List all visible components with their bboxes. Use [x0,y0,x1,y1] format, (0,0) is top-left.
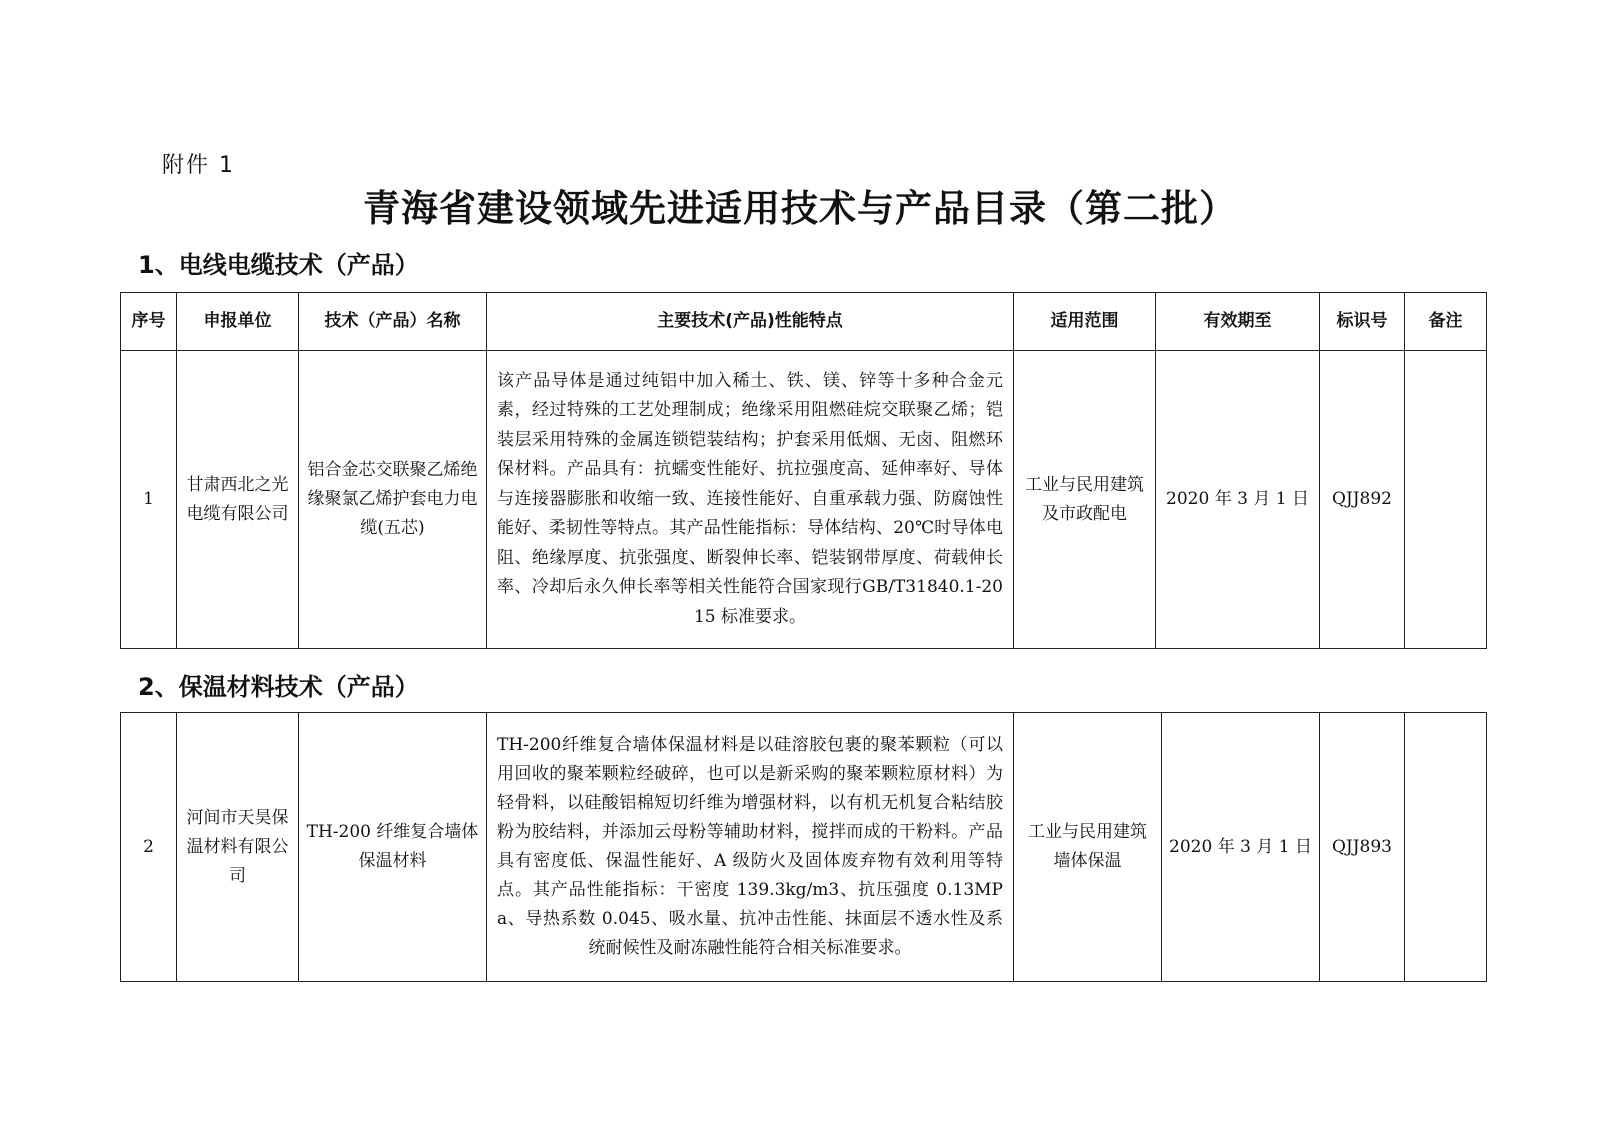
column-header-valid-until: 有效期至 [1156,293,1320,351]
section-heading-insulation: 2、保温材料技术（产品） [138,673,419,701]
catalog-table-cables [120,292,1487,649]
cell-valid-until: 2020 年 3 月 1 日 [1156,351,1320,649]
cell-product-name: 铝合金芯交联聚乙烯绝缘聚氯乙烯护套电力电缆(五芯) [299,351,487,649]
cell-unit: 甘肃西北之光电缆有限公司 [177,351,299,649]
cell-valid-until: 2020 年 3 月 1 日 [1162,713,1320,982]
cell-id-number: QJJ893 [1320,713,1405,982]
cell-number: 2 [121,713,177,982]
table-header-row [121,293,1487,351]
column-header-features: 主要技术(产品)性能特点 [487,293,1014,351]
cell-id-number: QJJ892 [1320,351,1405,649]
column-header-scope: 适用范围 [1014,293,1156,351]
cell-number: 1 [121,351,177,649]
attachment-label: 附件 1 [162,153,235,178]
cell-product-name: TH-200 纤维复合墙体保温材料 [299,713,487,982]
table-row [121,713,1487,982]
cell-scope: 工业与民用建筑及市政配电 [1014,351,1156,649]
column-header-unit: 申报单位 [177,293,299,351]
cell-features: TH-200纤维复合墙体保温材料是以硅溶胶包裹的聚苯颗粒（可以用回收的聚苯颗粒经破碎，也可以是新采购的聚苯颗粒原材料）为轻骨料，以硅酸铝棉短切纤维为增强材料，以有机无机复合粘结胶粉为胶结料，并添加云母粉等辅助材料，搅拌而成的干粉料。产品具有密度低、保温性能好、A 级防火及固体废弃物有效利用等特点。其产品性能指标：干密度 139.3kg/m3、抗压强度 0.13MPa、导热系数 0.045、吸水量、抗冲击性能、抹面层不透水性及系统耐候性及耐冻融性能符合相关标准要求。 [487,713,1014,982]
document-title: 青海省建设领域先进适用技术与产品目录（第二批） [363,187,1237,230]
column-header-id-number: 标识号 [1320,293,1405,351]
column-header-number: 序号 [121,293,177,351]
cell-scope: 工业与民用建筑墙体保温 [1014,713,1162,982]
cell-remark [1405,713,1487,982]
cell-features: 该产品导体是通过纯铝中加入稀土、铁、镁、锌等十多种合金元素，经过特殊的工艺处理制成；绝缘采用阻燃硅烷交联聚乙烯；铠装层采用特殊的金属连锁铠装结构；护套采用低烟、无卤、阻燃环保材料。产品具有：抗蠕变性能好、抗拉强度高、延伸率好、导体与连接器膨胀和收缩一致、连接性能好、自重承载力强、防腐蚀性能好、柔韧性等特点。其产品性能指标：导体结构、20℃时导体电阻、绝缘厚度、抗张强度、断裂伸长率、铠装钢带厚度、荷载伸长率、冷却后永久伸长率等相关性能符合国家现行GB/T31840.1-2015 标准要求。 [487,351,1014,649]
section-heading-cables: 1、电线电缆技术（产品） [138,251,419,279]
cell-unit: 河间市天昊保温材料有限公司 [177,713,299,982]
catalog-table-insulation [120,712,1487,982]
table-row [121,351,1487,649]
column-header-product-name: 技术（产品）名称 [299,293,487,351]
cell-remark [1405,351,1487,649]
column-header-remark: 备注 [1405,293,1487,351]
